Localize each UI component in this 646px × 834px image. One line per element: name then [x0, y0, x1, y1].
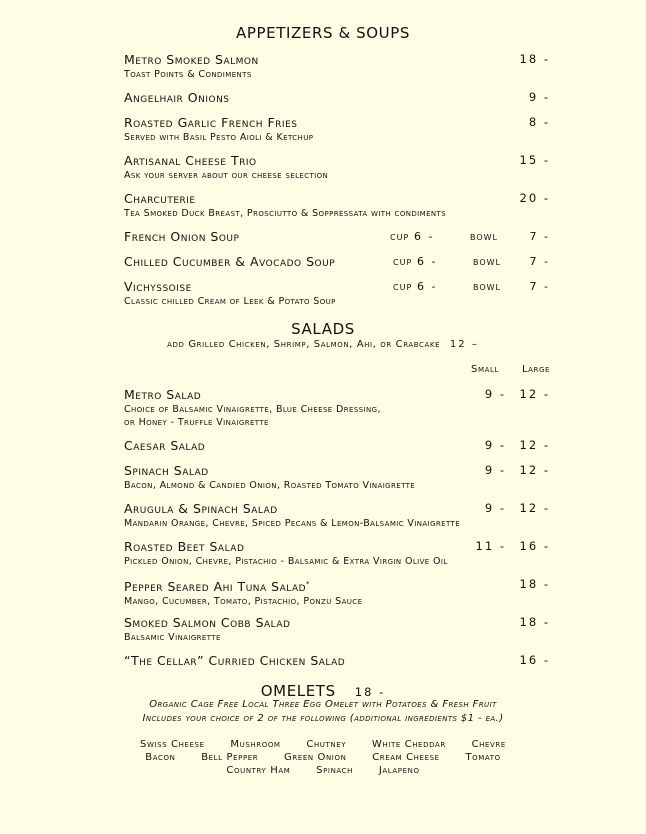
- salad-item: [124, 653, 550, 668]
- cup-price: 6 -: [417, 255, 438, 268]
- menu-item: [124, 52, 550, 81]
- salads-addon-line: [0, 339, 646, 350]
- salad-item: [124, 438, 550, 453]
- omelet-option: Chevre: [471, 739, 506, 750]
- bowl-price: 7 -: [529, 280, 550, 293]
- item-name: Angelhair Onions: [124, 90, 230, 105]
- salad-item: [124, 615, 550, 644]
- item-name: French Onion Soup: [124, 229, 240, 244]
- omelet-option: Country Ham: [226, 765, 291, 776]
- omelet-options-row-2: [0, 752, 646, 763]
- column-header-small: Small: [471, 364, 499, 375]
- price-large: 12 -: [519, 387, 550, 401]
- item-name: Metro Salad: [124, 387, 202, 402]
- cup-bowl-prices: [390, 254, 550, 269]
- item-description: Pickled Onion, Chevre, Pistachio - Balsamic & Extra Virgin Olive Oil: [124, 556, 448, 567]
- price-small: 9 -: [484, 501, 506, 515]
- item-name: Smoked Salmon Cobb Salad: [124, 615, 291, 630]
- price-small: 9 -: [484, 463, 506, 477]
- item-name: Roasted Beet Salad: [124, 539, 245, 554]
- item-name: Vichyssoise: [124, 279, 192, 294]
- item-price: 18 -: [519, 52, 550, 66]
- raw-warning-asterisk: *: [306, 580, 311, 588]
- column-header-large: Large: [522, 364, 551, 375]
- omelets-includes-note: Includes your choice of 2 of the following (additional ingredients $1 - ea.): [142, 713, 504, 724]
- bowl-price: 7 -: [529, 230, 550, 243]
- salad-item: [124, 387, 550, 429]
- price-large: 12 -: [519, 463, 550, 477]
- cup-label: cup: [390, 230, 410, 243]
- cup-bowl-prices: [390, 229, 550, 244]
- price-small: 9 -: [484, 438, 506, 452]
- price-large: 12 -: [519, 438, 550, 452]
- salads-section-title: SALADS: [291, 320, 355, 338]
- item-price: 9 -: [528, 90, 550, 104]
- item-name: Spinach Salad: [124, 463, 209, 478]
- bowl-label: bowl: [473, 280, 502, 293]
- omelet-option: Mushroom: [230, 739, 281, 750]
- item-name: Arugula & Spinach Salad: [124, 501, 278, 516]
- item-description: Balsamic Vinaigrette: [124, 632, 221, 643]
- item-name: Roasted Garlic French Fries: [124, 115, 298, 130]
- bowl-label: bowl: [470, 230, 499, 243]
- menu-item: [124, 90, 550, 105]
- price-small: 11 -: [475, 539, 506, 553]
- menu-item: [124, 115, 550, 144]
- omelet-option: Tomato: [465, 752, 501, 763]
- price-large: 16 -: [519, 539, 550, 553]
- item-price: 20 -: [519, 191, 550, 205]
- salad-item: [124, 577, 550, 608]
- menu-item: [124, 191, 550, 220]
- omelet-option: Jalapeno: [378, 765, 420, 776]
- item-description: Served with Basil Pesto Aioli & Ketchup: [124, 132, 314, 143]
- item-description: Classic chilled Cream of Leek & Potato Soup: [124, 296, 336, 307]
- item-description: Mango, Cucumber, Tomato, Pistachio, Ponzu Sauce: [124, 596, 363, 608]
- item-name: Artisanal Cheese Trio: [124, 153, 257, 168]
- omelet-option: Bell Pepper: [201, 752, 259, 763]
- soup-item: [124, 279, 550, 308]
- omelet-option: Spinach: [316, 765, 354, 776]
- salads-addon-text: add Grilled Chicken, Shrimp, Salmon, Ahi, or Crabcake: [167, 339, 441, 350]
- item-description: Mandarin Orange, Chevre, Spiced Pecans & Lemon-Balsamic Vinaigrette: [124, 518, 461, 529]
- price-small: 9 -: [484, 387, 506, 401]
- item-name: Caesar Salad: [124, 438, 206, 453]
- item-name: Metro Smoked Salmon: [124, 52, 259, 67]
- item-name: Chilled Cucumber & Avocado Soup: [124, 254, 336, 269]
- soup-item: [124, 254, 550, 269]
- salad-item: [124, 539, 550, 568]
- omelets-price: 18 -: [354, 685, 386, 699]
- item-description: Tea Smoked Duck Breast, Prosciutto & Soppressata with condiments: [124, 208, 447, 219]
- omelet-option: Bacon: [145, 752, 176, 763]
- omelet-option: Chutney: [306, 739, 347, 750]
- salads-addon-price: 12 –: [449, 339, 479, 350]
- item-description: Choice of Balsamic Vinaigrette, Blue Cheese Dressing,: [124, 404, 381, 415]
- omelets-description: Organic Cage Free Local Three Egg Omelet with Potatoes & Fresh Fruit: [149, 699, 497, 710]
- omelet-options-row-3: [0, 765, 646, 776]
- item-description: Bacon, Almond & Candied Onion, Roasted Tomato Vinaigrette: [124, 480, 416, 491]
- cup-label: cup: [393, 255, 413, 268]
- omelet-option: White Cheddar: [371, 739, 446, 750]
- price-large: 18 -: [519, 615, 550, 629]
- item-name: “The Cellar” Curried Chicken Salad: [124, 653, 346, 668]
- price-large: 12 -: [519, 501, 550, 515]
- item-price: 15 -: [519, 153, 550, 167]
- cup-price: 6 -: [414, 230, 435, 243]
- omelets-heading: [0, 681, 646, 700]
- menu-item: [124, 153, 550, 182]
- price-large: 18 -: [519, 577, 550, 591]
- omelet-option: Swiss Cheese: [140, 739, 205, 750]
- omelet-options-row-1: [0, 739, 646, 750]
- item-name: Charcuterie: [124, 191, 196, 206]
- item-description: Toast Points & Condiments: [124, 69, 252, 80]
- item-description-line2: or Honey - Truffle Vinaigrette: [124, 417, 269, 428]
- item-name: Pepper Seared Ahi Tuna Salad: [124, 579, 307, 595]
- item-description: Ask your server about our cheese selection: [124, 170, 329, 181]
- appetizers-section-title: APPETIZERS & SOUPS: [235, 24, 411, 42]
- salad-item: [124, 501, 550, 530]
- bowl-label: bowl: [473, 255, 502, 268]
- bowl-price: 7 -: [529, 255, 550, 268]
- soup-item: [124, 229, 550, 244]
- omelet-option: Green Onion: [284, 752, 347, 763]
- cup-bowl-prices: [390, 279, 550, 294]
- price-large: 16 -: [519, 653, 550, 667]
- cup-label: cup: [393, 280, 413, 293]
- item-price: 8 -: [528, 115, 550, 129]
- cup-price: 6 -: [417, 280, 438, 293]
- item-name-row: [124, 577, 550, 594]
- omelets-section-title: OMELETS: [260, 682, 336, 700]
- omelet-option: Cream Cheese: [372, 752, 440, 763]
- salad-item: [124, 463, 550, 492]
